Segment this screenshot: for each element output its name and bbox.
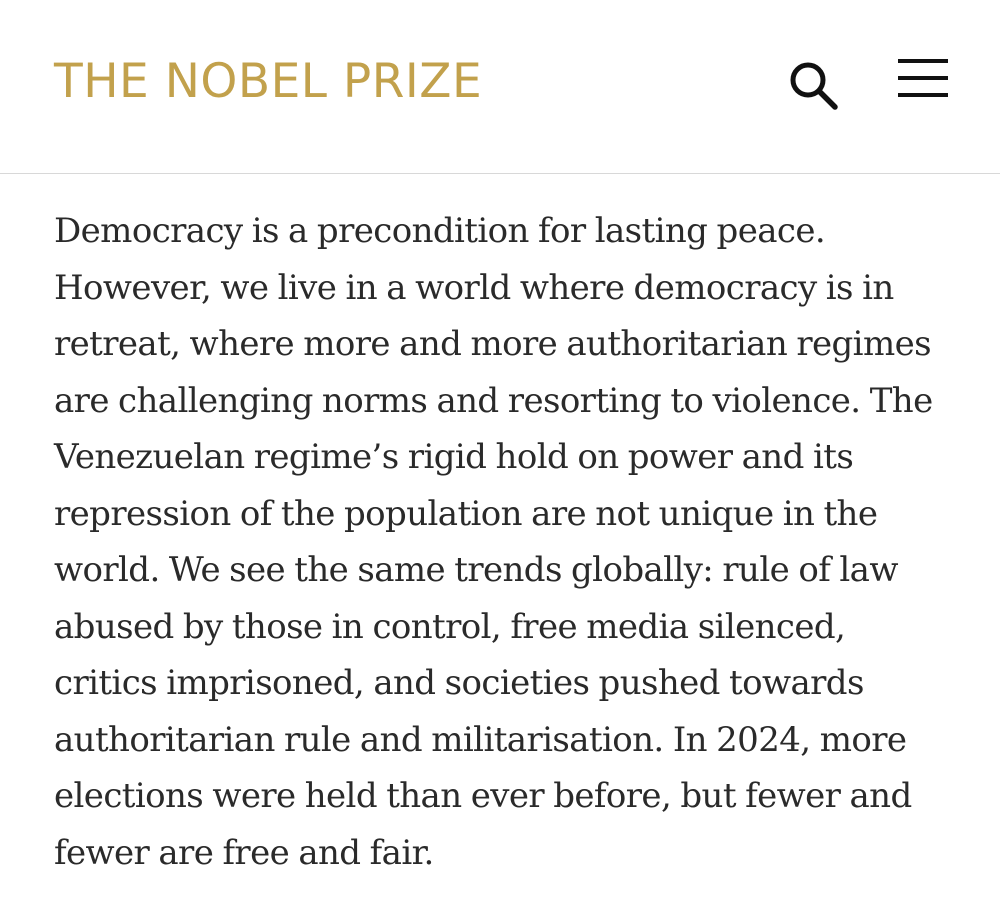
search-button[interactable] (786, 58, 842, 114)
site-header (0, 0, 1000, 174)
paragraph-line: abused by those in control, free media silenced, (54, 606, 846, 647)
article-body (54, 203, 954, 881)
search-icon (786, 58, 842, 114)
paragraph-line: critics imprisoned, and societies pushed towards (54, 663, 864, 703)
paragraph-line: repression of the population are not unique in the (54, 493, 878, 534)
paragraph-line: Democracy is a precondition for lasting peace. (54, 211, 826, 251)
paragraph-line: are challenging norms and resorting to violence. The (54, 380, 933, 421)
menu-button[interactable] (896, 58, 950, 100)
paragraph-line: world. We see the same trends globally: rule of law (54, 550, 898, 590)
paragraph-line: elections were held than ever before, but fewer and (54, 776, 912, 816)
paragraph-line: However, we live in a world where democracy is in (54, 267, 894, 308)
hamburger-menu-icon (896, 58, 950, 100)
paragraph-line: authoritarian rule and militarisation. In 2024, more (54, 719, 907, 760)
article-paragraph (54, 203, 954, 881)
paragraph-line: Venezuelan regime’s rigid hold on power and its (54, 437, 854, 477)
site-logo-wordmark[interactable]: THE NOBEL PRIZE (54, 54, 483, 109)
paragraph-line: fewer are free and fair. (54, 832, 434, 873)
paragraph-line: retreat, where more and more authoritarian regimes (54, 324, 931, 364)
